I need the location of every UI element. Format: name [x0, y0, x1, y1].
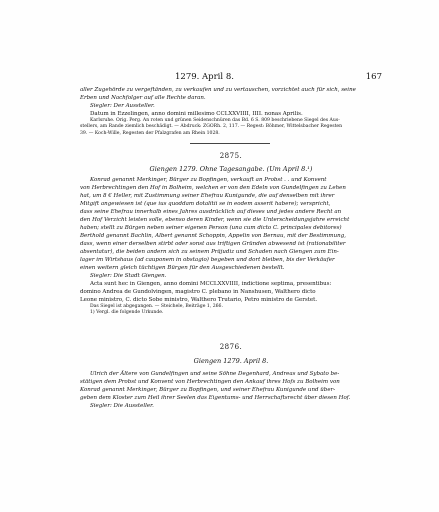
prev-note: 39. — Koch-Wille, Regesten der Pfalzgrafen am Rhein 1028. [80, 130, 220, 136]
footnote: Das Siegel ist abgegangen. — Steichele, Beiträge 1, 266. [90, 304, 223, 309]
regest-line: Berthold genannt Bachlin, Albert genannt Schoppin, Appelin von Bernau, mit der Bestimmung, [80, 233, 346, 239]
prev-siegler: Siegler: Der Aussteller. [90, 103, 155, 109]
acta-line: Leone ministro, C. dicto Sobe ministro, Walthero Trutario, Petro ministro de Gerstet. [80, 297, 318, 303]
regest-line: Konrad genannt Merkinger, Bürger zu Bopfingen, verkauft an Probst . . und Konvent [90, 177, 327, 183]
regest-line: einen weitern gleich tüchtigen Bürgen für den Ausgeschiedenen bestellt. [80, 265, 285, 271]
regest-line: hat, um 8 € Heller, mit Zustimmung seiner Ehefrau Kunigunde, die auf denselben mit ihrer [80, 193, 335, 199]
regest-line: geben dem Kloster zum Heil ihrer Seelen das Eigentums- und Herrschaftsrecht über diesen Hof. [80, 395, 351, 401]
regest-line: dass, wenn einer derselben stirbt oder sonst aus triftigen Gründen abwesend ist (rationabiliter [80, 241, 346, 247]
regest-line: dass seine Ehefrau innerhalb eines Jahres ausdrücklich auf dieses und jedes andere Recht an [80, 209, 342, 215]
prev-document-section [80, 86, 382, 137]
acta-line: domino Andrea de Gundolvingen, magistro C. plebano in Nanshusen, Walthero dicto [80, 289, 316, 295]
document-number: 2876. [219, 343, 243, 351]
document-2875 [80, 152, 382, 317]
document-number: 2875. [219, 152, 243, 160]
document-2876 [80, 343, 382, 410]
header-date: 1279. April 8. [175, 72, 234, 82]
regest-line: lager im Wirtshaus (ad cauponem in obstagio) begeben und dort bleiben, bis der Verkäufer [80, 257, 335, 263]
section-divider [190, 143, 270, 144]
acta-line: Acta sunt hec in Giengen, anno domini MCCLXXVIIII, indictione septima, presentibus: [90, 281, 332, 287]
running-header [80, 72, 382, 84]
prev-datum: Datum in Ezzelingen, anno domini millesimo CCLXXVIIII, IIII. nonas Aprilis. [90, 111, 303, 117]
regest-line: haben; stellt zu Bürgen neben seiner eigenen Person (una cum dicto C. principales debitores) [80, 225, 342, 231]
document-title: Giengen 1279. April 8. [193, 357, 269, 365]
prev-line: Erben und Nachfolger auf alle Rechte daran. [80, 95, 206, 101]
document-title: Giengen 1279. Ohne Tagesangabe. (Um April 8.¹) [149, 165, 313, 173]
siegler-line: Siegler: Die Stadt Giengen. [90, 273, 167, 279]
regest-line: absentatur), die beiden andern sich zu seinem Präjudiz und Schaden nach Giengen zum Ein- [80, 249, 339, 255]
regest-line: den Hof Verzicht leisten solle, ebenso deren Kinder, wenn sie die Unterscheidungsjahre erreicht [80, 217, 350, 223]
regest-line: Konrad genannt Merkinger, Bürger zu Bopfingen, und seiner Ehefrau Kunigunde und über- [80, 387, 336, 393]
page-number: 167 [365, 72, 382, 82]
footnote: 1) Vergl. die folgende Urkunde. [90, 310, 164, 316]
regest-line: von Herbrechtingen den Hof in Bolheim, welchen er von den Edeln von Gundelfingen zu Lehen [80, 185, 346, 191]
regest-line: Ulrich der Ältere von Gundelfingen und seine Söhne Degenhard, Andreas und Sybato be- [90, 371, 340, 377]
regest-line: stätigen dem Probst und Konvent von Herbrechtingen den Ankauf ihres Hofs zu Bolheim von [80, 379, 340, 385]
prev-note: stellers, am Rande ziemlich beschädigt. — Abdruck: ZGORh. 2, 117. — Regest: Böhmer, Wittelsbacher Regesten [80, 124, 343, 130]
regest-line: Mitgift angewiesen ist (que ius quoddam dotalitii se in eodem asserit habere); verspricht, [80, 201, 331, 207]
prev-line: aller Zugehörde zu vergeftänden, zu verkaufen und zu vertauschen, vorzichtet auch für sich, seine [80, 87, 356, 93]
siegler-line: Siegler: Die Aussteller. [90, 403, 154, 409]
prev-note: Karlsruhe. Orig. Perg. An roten und grünen Seidenschnüren das Bd. 6 S. 809 beschriebene Siegel des Aus- [90, 118, 340, 123]
